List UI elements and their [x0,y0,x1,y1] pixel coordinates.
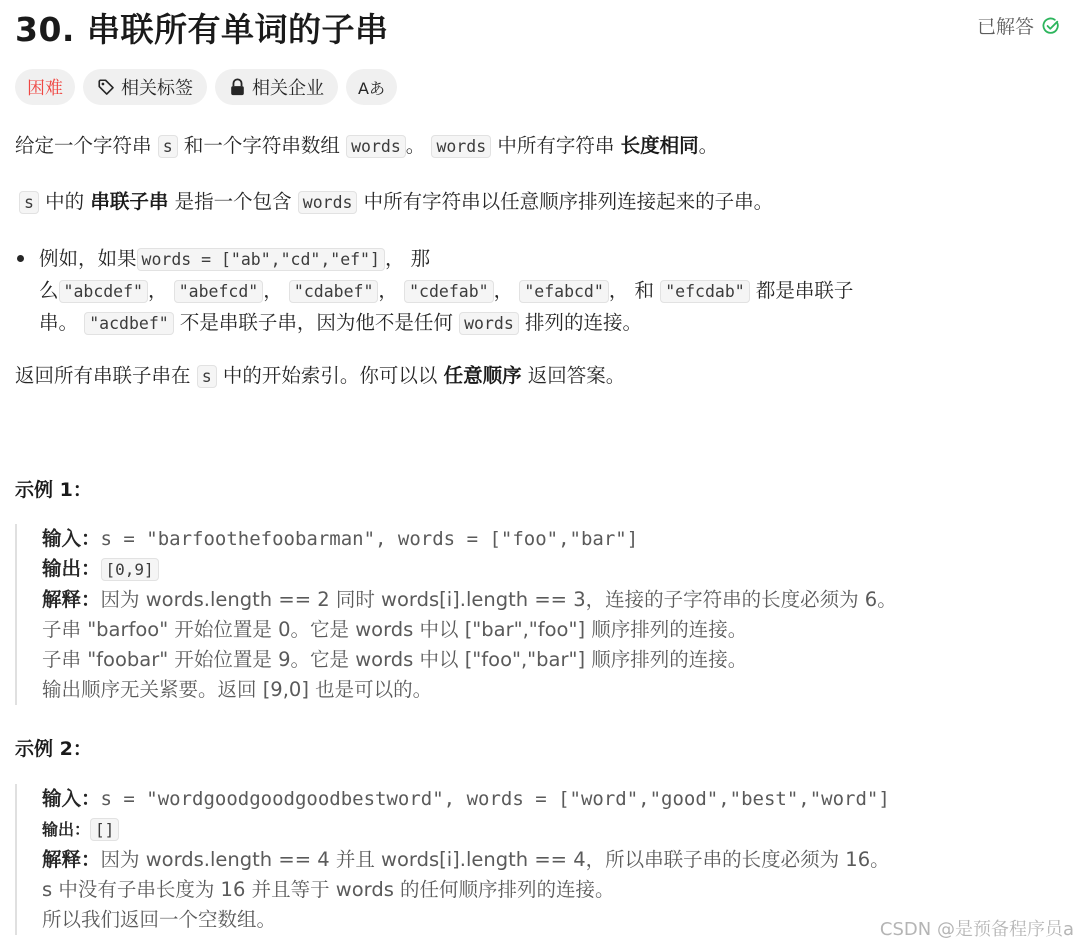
description-paragraph-2: s 中的 串联子串 是指一个包含 words 中所有字符串以任意顺序排列连接起来的子串。 [19,187,773,218]
bold-text: 长度相同 [620,134,699,157]
inline-code: "cdabef" [289,280,378,303]
related-topics-button[interactable] [83,69,207,105]
check-circle-icon [1042,17,1060,35]
example-explanation-line: 所以我们返回一个空数组。 [42,908,277,931]
font-icon: Aあ [358,78,385,98]
inline-code: "cdefab" [404,280,493,303]
bullet-line-2: 么 "abcdef" ， "abefcd" ， "cdabef" ， "cdefab" ， "efabcd" ， 和 "efcdab" 都是串联子 [39,279,854,302]
difficulty-badge [15,69,75,105]
problem-header [15,4,1060,48]
page-title: 30. 串联所有单词的子串 [15,10,389,49]
example-explanation-line: 输出顺序无关紧要。返回 [9,0] 也是可以的。 [42,678,433,701]
inline-code: words [346,135,406,158]
font-size-button[interactable] [346,69,397,105]
example-output: 输出： [] [42,814,1065,845]
example-bullet [15,243,935,339]
inline-code: words [459,312,519,335]
inline-code: [] [90,818,119,841]
inline-code: words = ["ab","cd","ef"] [137,248,385,271]
inline-code: "abcdef" [59,280,148,303]
inline-code: words [431,135,491,158]
example-explanation-line: 子串 "foobar" 开始位置是 9。它是 words 中以 ["foo","bar"] 顺序排列的连接。 [42,648,748,671]
description-paragraph-3: 返回所有串联子串在 s 中的开始索引。你可以以 任意顺序 返回答案。 [15,364,626,387]
difficulty-label: 困难 [27,78,63,99]
inline-code: "efabcd" [519,280,608,303]
lock-icon [229,78,246,96]
watermark: CSDN @是预备程序员a [879,919,1074,940]
solved-label: 已解答 [976,16,1034,38]
example-1-title: 示例 1： [15,479,92,501]
bullet-dot [17,255,24,262]
related-companies-label: 相关企业 [252,78,324,99]
example-1-block [15,524,1065,705]
bold-text: 任意顺序 [443,364,522,387]
example-output: 输出： [0,9] [42,554,1065,585]
inline-code: "acdbef" [84,312,173,335]
inline-code: s [19,191,39,214]
example-explanation-line: 子串 "barfoo" 开始位置是 0。它是 words 中以 ["bar","foo"] 顺序排列的连接。 [42,618,748,641]
inline-code: s [158,135,178,158]
related-topics-label: 相关标签 [121,78,193,99]
inline-code: [0,9] [101,558,159,581]
inline-code: "efcdab" [660,280,749,303]
bullet-line-3: 串。 "acdbef" 不是串联子串，因为他不是任何 words 排列的连接。 [39,311,643,334]
inline-code: s [197,365,217,388]
example-explanation: 解释：因为 words.length == 2 同时 words[i].length == 3，连接的子字符串的长度必须为 6。 [42,588,897,611]
tag-bar [15,69,397,105]
example-input: 输入：s = "barfoothefoobarman", words = ["foo","bar"] [42,527,639,550]
example-explanation-line: s 中没有子串长度为 16 并且等于 words 的任何顺序排列的连接。 [42,878,615,901]
inline-code: "abefcd" [174,280,263,303]
bullet-line-1: 例如，如果 words = ["ab","cd","ef"] ， 那 [39,247,431,270]
bold-text: 串联子串 [90,190,169,213]
example-2-title: 示例 2： [15,738,92,760]
tag-icon [97,78,115,96]
description-paragraph-1: 给定一个字符串 s 和一个字符串数组 words 。 words 中所有字符串 长度相同。 [15,134,719,157]
example-2-block [15,784,1065,935]
related-companies-button[interactable] [215,69,338,105]
example-input: 输入：s = "wordgoodgoodgoodbestword", words = ["word","good","best","word"] [42,787,890,810]
solved-status[interactable] [977,12,1060,39]
example-explanation: 解释：因为 words.length == 4 并且 words[i].length == 4，所以串联子串的长度必须为 16。 [42,848,890,871]
inline-code: words [298,191,358,214]
